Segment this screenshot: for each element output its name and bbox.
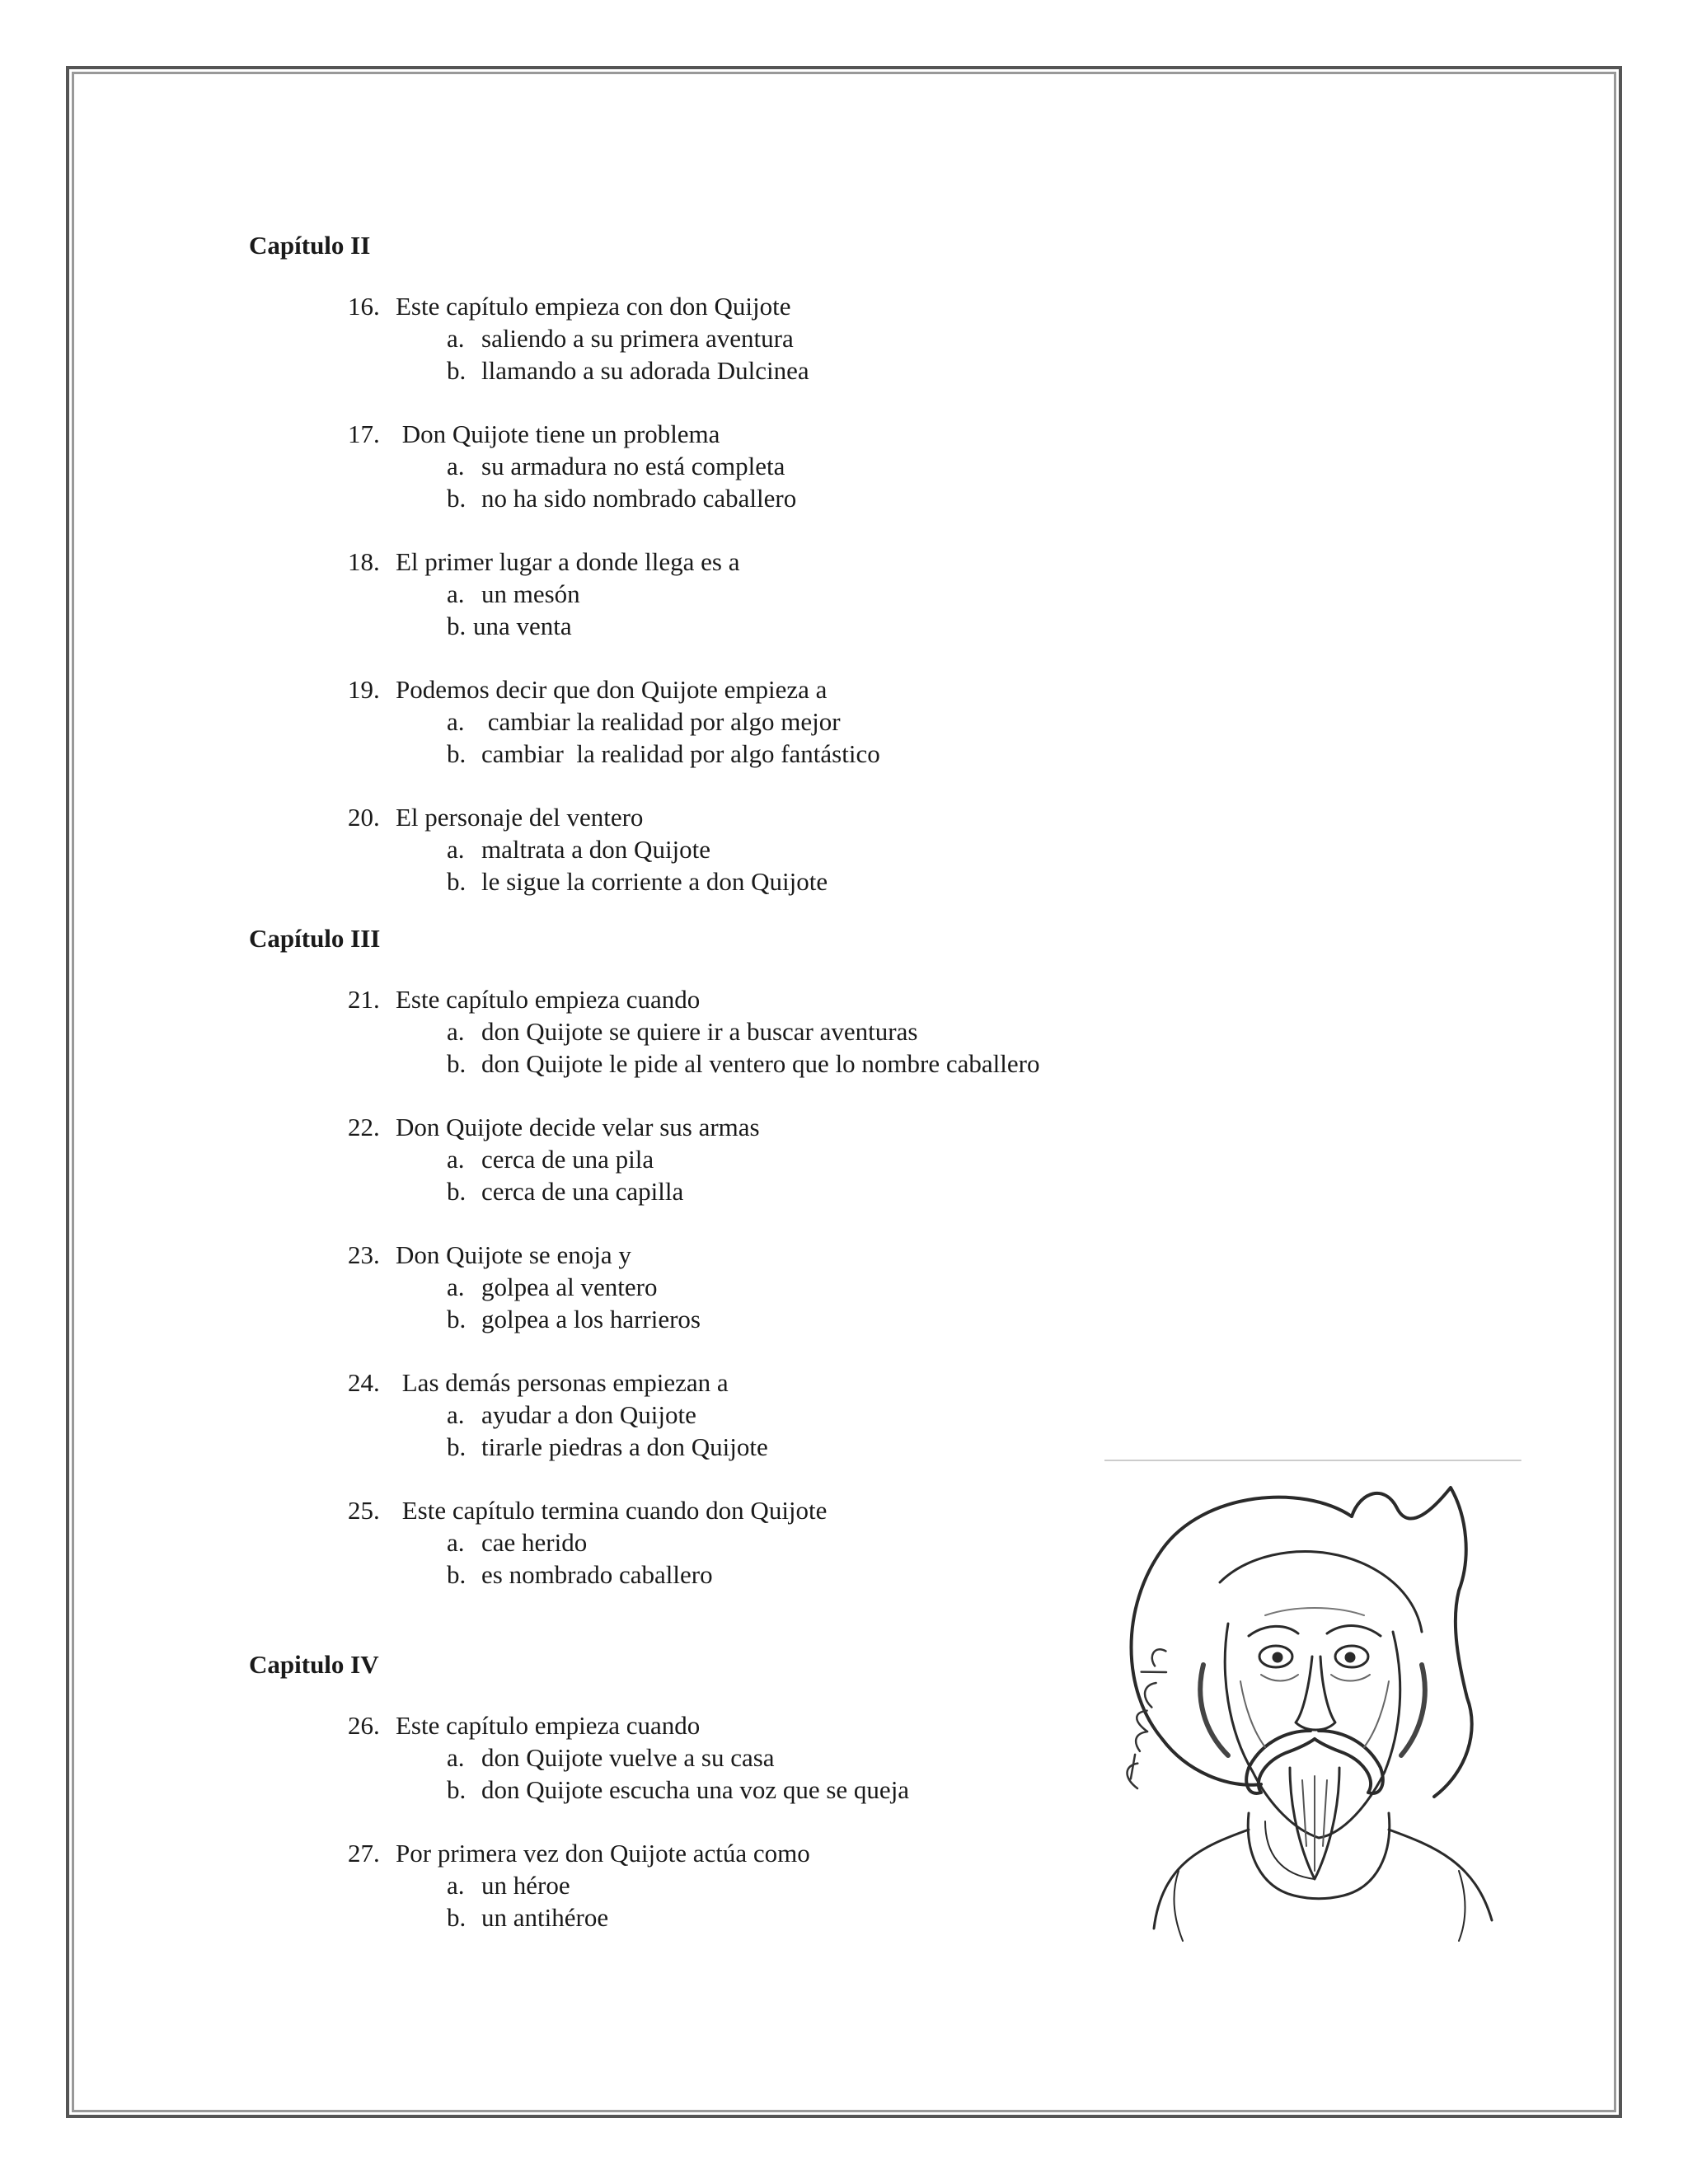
- option-a: [249, 1526, 1156, 1558]
- question-stem: [249, 1837, 1156, 1869]
- question-text: Este capítulo empieza cuando: [396, 985, 701, 1014]
- question-text: Por primera vez don Quijote actúa como: [396, 1839, 810, 1868]
- chapter-2: [249, 229, 1156, 898]
- chapter-4: [249, 1648, 1156, 1933]
- option-letter: b.: [447, 484, 467, 513]
- option-letter: b.: [447, 739, 467, 768]
- option-text: tirarle piedras a don Quijote: [481, 1432, 768, 1461]
- question-text: Este capítulo empieza con don Quijote: [396, 292, 791, 321]
- option-b: [249, 1047, 1156, 1080]
- question-20: [249, 801, 1156, 898]
- option-b: [249, 865, 1156, 898]
- option-text: una venta: [473, 612, 572, 640]
- question-number: 27.: [348, 1839, 380, 1868]
- option-b: [249, 738, 1156, 770]
- question-19: [249, 673, 1156, 770]
- option-letter: b.: [447, 1305, 467, 1333]
- option-a: [249, 1015, 1156, 1047]
- option-text: cerca de una pila: [481, 1145, 654, 1174]
- option-a: [249, 1399, 1156, 1431]
- question-stem: [249, 290, 1156, 322]
- option-letter: a.: [447, 707, 465, 736]
- option-text: ayudar a don Quijote: [481, 1400, 696, 1429]
- option-b: [249, 610, 1156, 642]
- question-25: [249, 1494, 1156, 1591]
- option-a: [249, 578, 1156, 610]
- option-letter: b.: [447, 1560, 467, 1589]
- question-text: Este capítulo empieza cuando: [396, 1711, 701, 1740]
- chapter-title: Capitulo IV: [249, 1650, 379, 1679]
- question-number: 24.: [348, 1368, 380, 1397]
- question-number: 18.: [348, 547, 380, 576]
- question-number: 16.: [348, 292, 380, 321]
- option-a: [249, 1143, 1156, 1175]
- question-23: [249, 1239, 1156, 1335]
- option-b: [249, 1774, 1156, 1806]
- question-stem: [249, 1111, 1156, 1143]
- worksheet-content: [249, 229, 1156, 1965]
- option-text: no ha sido nombrado caballero: [481, 484, 797, 513]
- question-number: 26.: [348, 1711, 380, 1740]
- option-letter: b.: [447, 1049, 467, 1078]
- option-letter: a.: [447, 324, 465, 353]
- question-17: [249, 418, 1156, 514]
- chapter-title: Capítulo III: [249, 924, 381, 953]
- option-text: cae herido: [481, 1528, 588, 1557]
- option-text: es nombrado caballero: [481, 1560, 713, 1589]
- option-letter: b.: [447, 1432, 467, 1461]
- option-text: cambiar la realidad por algo fantástico: [481, 739, 880, 768]
- question-number: 21.: [348, 985, 380, 1014]
- question-21: [249, 983, 1156, 1080]
- option-letter: a.: [447, 1871, 465, 1900]
- question-27: [249, 1837, 1156, 1933]
- question-stem: [249, 1709, 1156, 1741]
- option-text: maltrata a don Quijote: [481, 835, 711, 864]
- option-text: don Quijote le pide al ventero que lo nombre caballero: [481, 1049, 1040, 1078]
- question-number: 23.: [348, 1240, 380, 1269]
- option-letter: b.: [447, 1903, 467, 1932]
- option-text: golpea al ventero: [481, 1272, 658, 1301]
- option-letter: b.: [447, 1775, 467, 1804]
- option-b: [249, 1558, 1156, 1591]
- option-a: [249, 450, 1156, 482]
- question-24: [249, 1366, 1156, 1463]
- option-text: don Quijote se quiere ir a buscar aventuras: [481, 1017, 918, 1046]
- question-number: 25.: [348, 1496, 380, 1525]
- option-text: cambiar la realidad por algo mejor: [481, 707, 841, 736]
- option-letter: a.: [447, 579, 465, 608]
- option-letter: a.: [447, 1743, 465, 1772]
- option-b: [249, 1303, 1156, 1335]
- question-stem: [249, 1366, 1156, 1399]
- option-a: [249, 833, 1156, 865]
- option-letter: a.: [447, 835, 465, 864]
- option-letter: a.: [447, 1272, 465, 1301]
- question-text: El primer lugar a donde llega es a: [396, 547, 740, 576]
- option-letter: a.: [447, 1145, 465, 1174]
- question-stem: [249, 418, 1156, 450]
- option-text: golpea a los harrieros: [481, 1305, 701, 1333]
- question-text: Este capítulo termina cuando don Quijote: [396, 1496, 828, 1525]
- question-text: Don Quijote decide velar sus armas: [396, 1113, 760, 1141]
- question-16: [249, 290, 1156, 387]
- option-text: un mesón: [481, 579, 580, 608]
- option-letter: b.: [447, 356, 467, 385]
- question-number: 19.: [348, 675, 380, 704]
- option-text: saliendo a su primera aventura: [481, 324, 794, 353]
- option-b: [249, 1175, 1156, 1207]
- question-stem: [249, 801, 1156, 833]
- option-a: [249, 322, 1156, 354]
- question-text: Don Quijote tiene un problema: [396, 419, 720, 448]
- question-stem: [249, 1239, 1156, 1271]
- option-b: [249, 482, 1156, 514]
- option-letter: b.: [447, 612, 467, 640]
- option-letter: a.: [447, 1017, 465, 1046]
- option-b: [249, 1901, 1156, 1933]
- chapter-3: [249, 922, 1156, 1591]
- question-stem: [249, 546, 1156, 578]
- question-text: El personaje del ventero: [396, 803, 644, 832]
- option-letter: a.: [447, 1400, 465, 1429]
- option-text: llamando a su adorada Dulcinea: [481, 356, 809, 385]
- option-text: un antihéroe: [481, 1903, 609, 1932]
- question-text: Podemos decir que don Quijote empieza a: [396, 675, 828, 704]
- question-stem: [249, 983, 1156, 1015]
- option-text: le sigue la corriente a don Quijote: [481, 867, 828, 896]
- chapter-title: Capítulo II: [249, 231, 371, 260]
- question-text: Las demás personas empiezan a: [396, 1368, 729, 1397]
- option-letter: b.: [447, 867, 467, 896]
- option-letter: a.: [447, 1528, 465, 1557]
- option-a: [249, 1271, 1156, 1303]
- question-26: [249, 1709, 1156, 1806]
- don-quijote-sketch-icon: [1104, 1459, 1525, 1945]
- option-text: cerca de una capilla: [481, 1177, 684, 1206]
- question-number: 22.: [348, 1113, 380, 1141]
- question-stem: [249, 673, 1156, 705]
- question-text: Don Quijote se enoja y: [396, 1240, 631, 1269]
- question-number: 17.: [348, 419, 380, 448]
- option-text: un héroe: [481, 1871, 570, 1900]
- option-text: don Quijote escucha una voz que se queja: [481, 1775, 910, 1804]
- option-a: [249, 1741, 1156, 1774]
- option-a: [249, 1869, 1156, 1901]
- option-letter: b.: [447, 1177, 467, 1206]
- option-b: [249, 1431, 1156, 1463]
- question-stem: [249, 1494, 1156, 1526]
- option-text: don Quijote vuelve a su casa: [481, 1743, 775, 1772]
- option-a: [249, 705, 1156, 738]
- option-letter: a.: [447, 452, 465, 480]
- option-text: su armadura no está completa: [481, 452, 785, 480]
- don-quijote-illustration: [1104, 1459, 1525, 1945]
- option-b: [249, 354, 1156, 387]
- question-18: [249, 546, 1156, 642]
- question-number: 20.: [348, 803, 380, 832]
- question-22: [249, 1111, 1156, 1207]
